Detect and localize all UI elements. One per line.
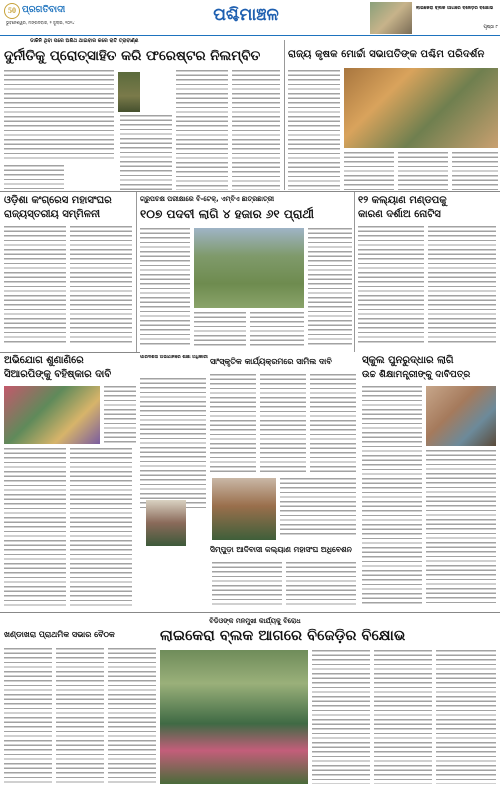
bjd-protest-photo [160,650,308,784]
crp-story-col3 [104,386,136,444]
simpuda-story-top [280,478,356,536]
forester-story-col4 [176,70,228,190]
exam-story-col2 [194,312,246,346]
section-rule-3 [0,612,500,613]
school-story-col2 [426,450,496,606]
headline-notice-b: କାରଣ ଦର୍ଶାଅ ନୋଟିସ [358,209,441,220]
cultural-story-col1 [210,374,256,474]
column-divider [284,40,285,190]
krushak-story-col3 [398,152,448,190]
simpuda-story-col1 [212,562,282,608]
exam-story-col4 [308,228,352,346]
krushak-story-col2 [344,152,394,190]
headline-krushak-morcha: ରାଜ୍ୟ କୃଷକ ମୋର୍ଚ୍ଚା ସଭାପତିଙ୍କ ପଶ୍ଚିମ ପରିଦର୍ଶନ [288,49,485,60]
notice-story-col2 [428,226,496,344]
masthead-rule [0,35,500,36]
page-number: ପୃଷ୍ଠା ୮ [483,25,498,30]
headline-bjd-protest: ଲାଇକେରା ବ୍ଲକ ଆଗରେ ବିଜେଡ଼ିର ବିକ୍ଷୋଭ [160,627,406,644]
headline-education-officer: ପାରଦର୍ଶିତା ଅଭିଯାନରେ ଶିକ୍ଷା ଅଧିକାରୀ [140,355,208,360]
khandakhara-story-col3 [108,648,156,784]
cultural-story-col2 [260,374,306,474]
education-photo [146,500,186,546]
forester-story-col5 [232,70,280,190]
krushak-story-col4 [452,152,498,190]
headline-crp-b: ସିଆରପିଙ୍କୁ ବହିଷ୍କାର ଦାବି [4,369,112,380]
headline-khandakhara: ଖଣ୍ଡାଖରା ପ୍ରାଥମିକ ସଭାର ବୈଠକ [4,630,115,639]
school-story-col1 [362,386,422,606]
promo-text: ଲାଇକେରା ବ୍ଲକ ଆଗରେ ବିଜେଡ଼ିର ବିକ୍ଷୋଭ [416,6,494,11]
section-rule-2 [0,352,140,353]
headline-simpuda: ସିମ୍ପୁଡ଼ା ଆଦିବାସୀ କଲ୍ୟାଣ ମହାସଂଘ ଅଧିବେଶନ [210,545,352,554]
exam-photo [194,228,304,308]
krushak-story-col1 [288,70,340,190]
cultural-story-col3 [310,374,356,474]
notice-story-col1 [358,226,424,344]
simpuda-story-col2 [286,562,356,608]
forester-photo [118,72,140,112]
bjd-story-col1 [312,650,370,784]
forester-story-col3 [120,115,172,190]
column-divider [136,192,137,352]
forester-story-col1 [4,70,114,160]
headline-forester-suspended: ଦୁର୍ନୀତିକୁ ପ୍ରୋତ୍ସାହିତ କରି ଫରେଷ୍ଟର ନିଲମ୍ବିତ [4,48,261,64]
section-title-banner [166,2,326,28]
krushak-photo [344,68,498,148]
khandakhara-story-col1 [4,648,52,784]
headline-crp-a: ଅଭିଯୋଗ ଶୁଣାଣିରେ [4,355,84,366]
dateline: ଭୁବନେଶ୍ୱର, ମଙ୍ଗଳବାର, ୨ ଜୁଲାଇ, ୨୦୨୪ [6,20,75,25]
headline-cultural: ସାଂସ୍କୃତିକ କାର୍ଯ୍ୟକ୍ରମରେ ସାମିଲ ଦାବି [210,357,332,366]
exam-story-col3 [250,312,304,346]
khandakhara-story-col2 [56,648,104,784]
headline-congress-a: ଓଡ଼ିଶା କଂଗ୍ରେସ ମହାସଂଘର [4,195,112,206]
promo-photo [370,2,412,34]
headline-bjd-kicker: ବିଡିଓଙ୍କ ମନମୁଖୀ କାର୍ଯ୍ୟକୁ ବିରୋଧ [209,617,301,625]
headline-school-b: ଉଚ୍ଚ ଶିକ୍ଷାମନ୍ତ୍ରୀଙ୍କୁ ଦାବିପତ୍ର [362,369,471,380]
headline-exam: ୧୦୭ ପଦବୀ ଲାଗି ୪ ହଜାର ୬୧ ପ୍ରାର୍ଥୀ [140,207,314,221]
crp-story-col1 [4,448,66,608]
exam-story-col1 [140,228,190,346]
top-strip: ଡାକିନି ଥିବା ପରେ ଅଶିଥ ଥାଇବାର କରେ ରାତି ତ୍ରାବୀର୍ଣ୍ଣ [30,38,139,44]
school-photo [426,386,496,446]
headline-school-a: ସ୍କୁଲ ପୁନରୁଦ୍ଧାର ଲାଗି [362,355,454,366]
column-divider [354,192,355,352]
section-title: ପଶ୍ଚିମାଞ୍ଚଳ [213,5,279,25]
bjd-story-col3 [436,650,496,784]
crp-photo [4,386,100,444]
headline-notice-a: ୧୨ କଲ୍ୟାଣ ମଣ୍ଡପକୁ [358,195,447,206]
paper-name: ପ୍ରଗତିବାଦୀ [22,5,66,15]
education-story-col1 [140,378,206,508]
section-rule-1 [0,191,500,192]
congress-story-col1 [4,226,66,344]
crp-story-col2 [70,448,132,608]
bjd-story-col2 [374,650,432,784]
masthead [0,0,500,38]
headline-congress-b: ରାଜ୍ୟସ୍ତରୀୟ ସମ୍ମିଳନୀ [4,209,101,220]
anniversary-logo: 50 [4,3,20,19]
forester-story-col2 [4,165,64,189]
congress-story-col2 [70,226,132,344]
simpuda-photo [212,478,276,540]
headline-exam-kicker: ଗ୍ରୁପଚକ୍ଷ ପରୀକ୍ଷାରେ ବି-ଟେକ୍, ଏମ୍‌ବିଏ ଛାତ୍ରଛାତ୍ରୀ [140,195,275,203]
